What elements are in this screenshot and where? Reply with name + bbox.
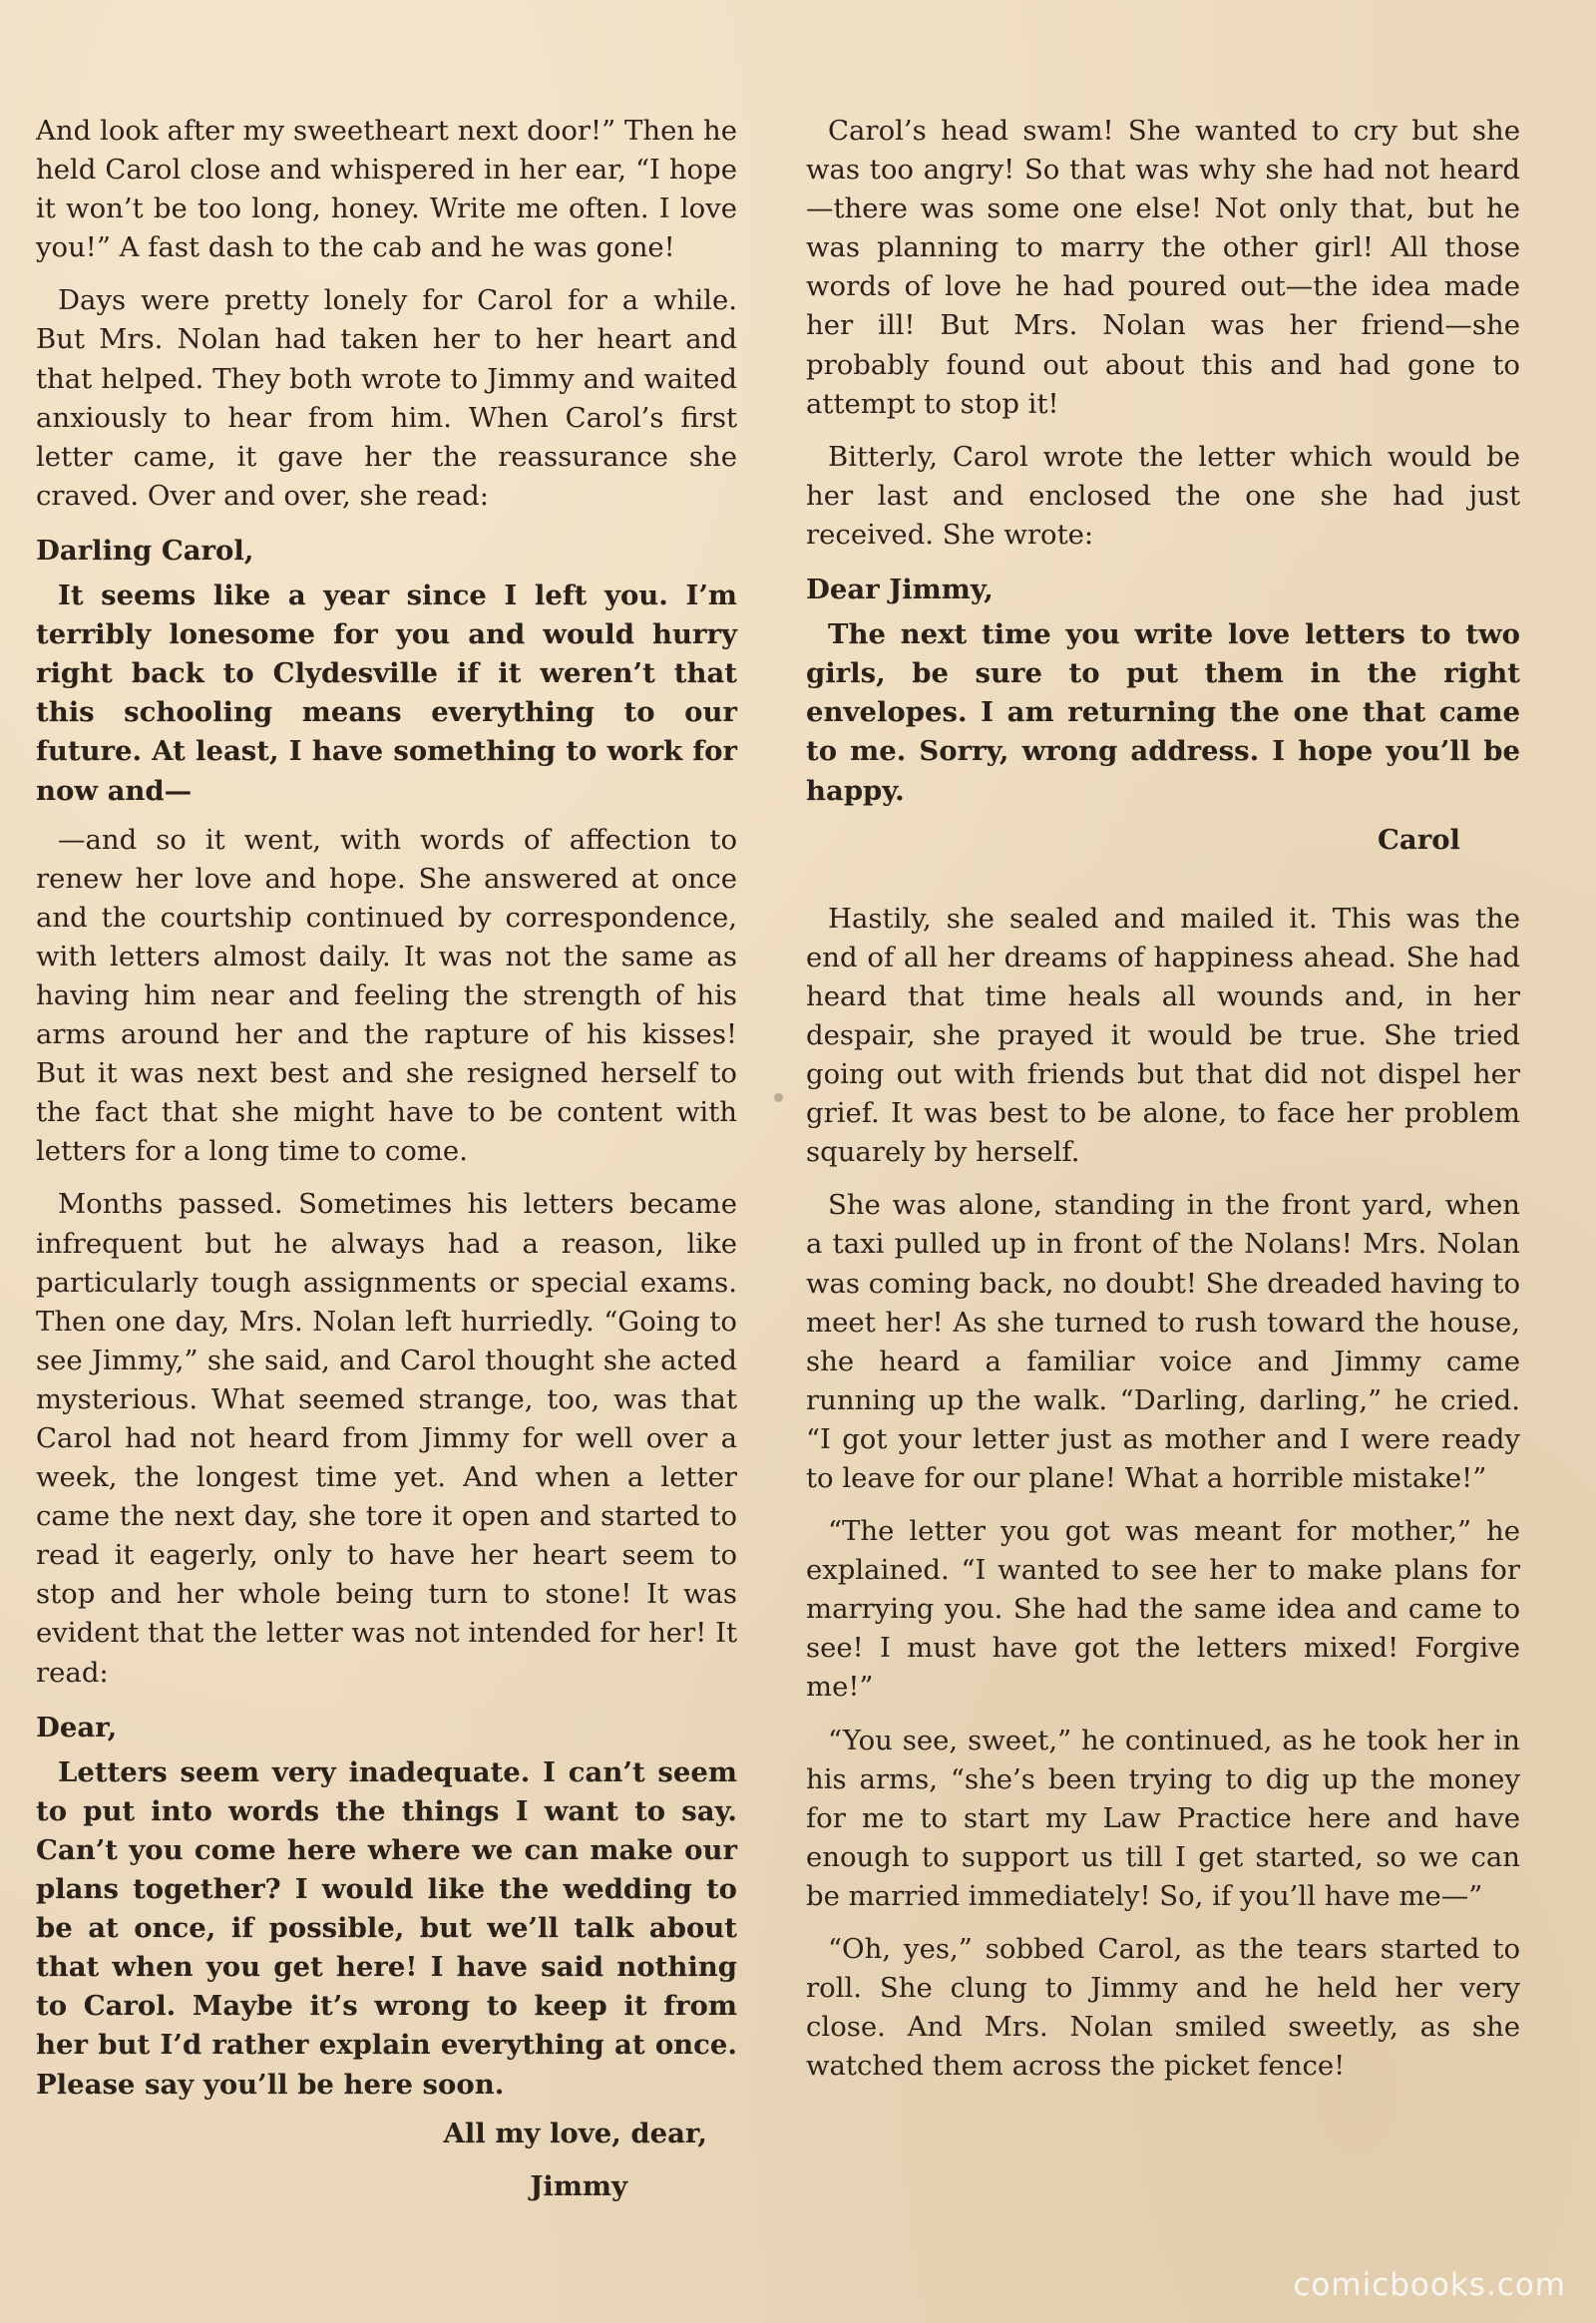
story-paragraph: Months passed. Sometimes his letters became infrequent but he always had a reason, like particularly tough assignments or special exams. Then one day, Mrs. Nolan left hurriedly. “Going to see Jimmy,” she said, and Carol thought she acted mysterious. What seemed strange, too, was that Carol had not heard from Jimmy for well over a week, the longest time yet. And when a letter came the next day, she tore it open and started to read it eagerly, only to have her heart seem to stop and her whole being turn to stone! It was evident that the letter was not intended for her! It read:: [36, 1188, 737, 1689]
letter-salutation: Dear Jimmy,: [806, 574, 994, 606]
story-paragraph: Days were pretty lonely for Carol for a while. But Mrs. Nolan had taken her to her heart and that helped. They both wrote to Jimmy and waited anxiously to hear from him. When Carol’s first letter came, it gave her the reassurance she craved. Over and over, she read:: [36, 284, 737, 512]
letter-body: It seems like a year since I left you. I’m terribly lonesome for you and would hurry right back to Clydesville if it weren’t that this schooling means everything to our future. At least, I have something to work for now and—: [36, 580, 737, 807]
story-paragraph: She was alone, standing in the front yard, when a taxi pulled up in front of the Nolans! Mrs. Nolan was coming back, no doubt! She dreaded having to meet her! As she turned to rush toward the house, she heard a familiar voice and Jimmy came running up the walk. “Darling, darling,” he cried. “I got your letter just as mother and I were ready to leave for our plane! What a horrible mistake!”: [806, 1189, 1520, 1494]
letter-dear: [36, 1709, 737, 2206]
letter-salutation: Dear,: [36, 1711, 118, 1743]
story-paragraph: —and so it went, with words of affection to renew her love and hope. She answered at once and the courtship continued by correspondence, with letters almost daily. It was not the same as having him near and feeling the strength of his arms around her and the rapture of his kisses! But it was next best and she resigned herself to the fact that she might have to be content with letters for a long time to come.: [36, 823, 737, 1168]
story-paragraph: Carol’s head swam! She wanted to cry but she was too angry! So that was why she had not heard—there was some one else! Not only that, but he was planning to marry the other girl! All those words of love he had poured out—the idea made her ill! But Mrs. Nolan was her friend—she probably found out about this and had gone to attempt to stop it!: [806, 115, 1520, 420]
left-column: [36, 112, 737, 2220]
letter-dear-jimmy: [806, 571, 1520, 860]
story-paragraph: “Oh, yes,” sobbed Carol, as the tears started to roll. She clung to Jimmy and he held her very close. And Mrs. Nolan smiled sweetly, as she watched them across the picket fence!: [806, 1933, 1520, 2083]
story-paragraph: “The letter you got was meant for mother,” he explained. “I wanted to see her to make plans for marrying you. She had the same idea and came to see! I must have got the letters mixed! Forgive me!”: [806, 1515, 1520, 1704]
story-paragraph: Bitterly, Carol wrote the letter which would be her last and enclosed the one she had just received. She wrote:: [806, 440, 1520, 551]
letter-body: Letters seem very inadequate. I can’t seem to put into words the things I want to say. Can’t you come here where we can make our plans together? I would like the wedding to be at once, if possible, but we’ll talk about that when you get here! I have said nothing to Carol. Maybe it’s wrong to keep it from her but I’d rather explain everything at once. Please say you’ll be here soon.: [36, 1755, 737, 2101]
letter-darling-carol: [36, 532, 737, 811]
letter-signature: Jimmy: [530, 2169, 627, 2202]
watermark: comicbooks.com: [1293, 2267, 1566, 2303]
right-column: [806, 112, 1520, 2100]
letter-salutation: Darling Carol,: [36, 534, 254, 567]
paper-stain: [774, 1093, 783, 1102]
story-paragraph: Hastily, she sealed and mailed it. This was the end of all her dreams of happiness ahead. She had heard that time heals all wounds and, in her despair, she prayed it would be true. She tried going out with friends but that did not dispel her grief. It was best to be alone, to face her problem squarely by herself.: [806, 902, 1520, 1169]
letter-signature: Carol: [1378, 823, 1460, 856]
story-paragraph: “You see, sweet,” he continued, as he took her in his arms, “she’s been trying to dig up the money for me to start my Law Practice here and have enough to support us till I get started, so we can be married immediately! So, if you’ll have me—”: [806, 1724, 1520, 1912]
letter-body: The next time you write love letters to two girls, be sure to put them in the right envelopes. I am returning the one that came to me. Sorry, wrong address. I hope you’ll be happy.: [806, 618, 1520, 807]
letter-closing: All my love, dear,: [443, 2117, 707, 2149]
story-paragraph: And look after my sweetheart next door!” Then he held Carol close and whispered in her ear, “I hope it won’t be too long, honey. Write me often. I love you!” A fast dash to the cab and he was gone!: [36, 115, 737, 264]
